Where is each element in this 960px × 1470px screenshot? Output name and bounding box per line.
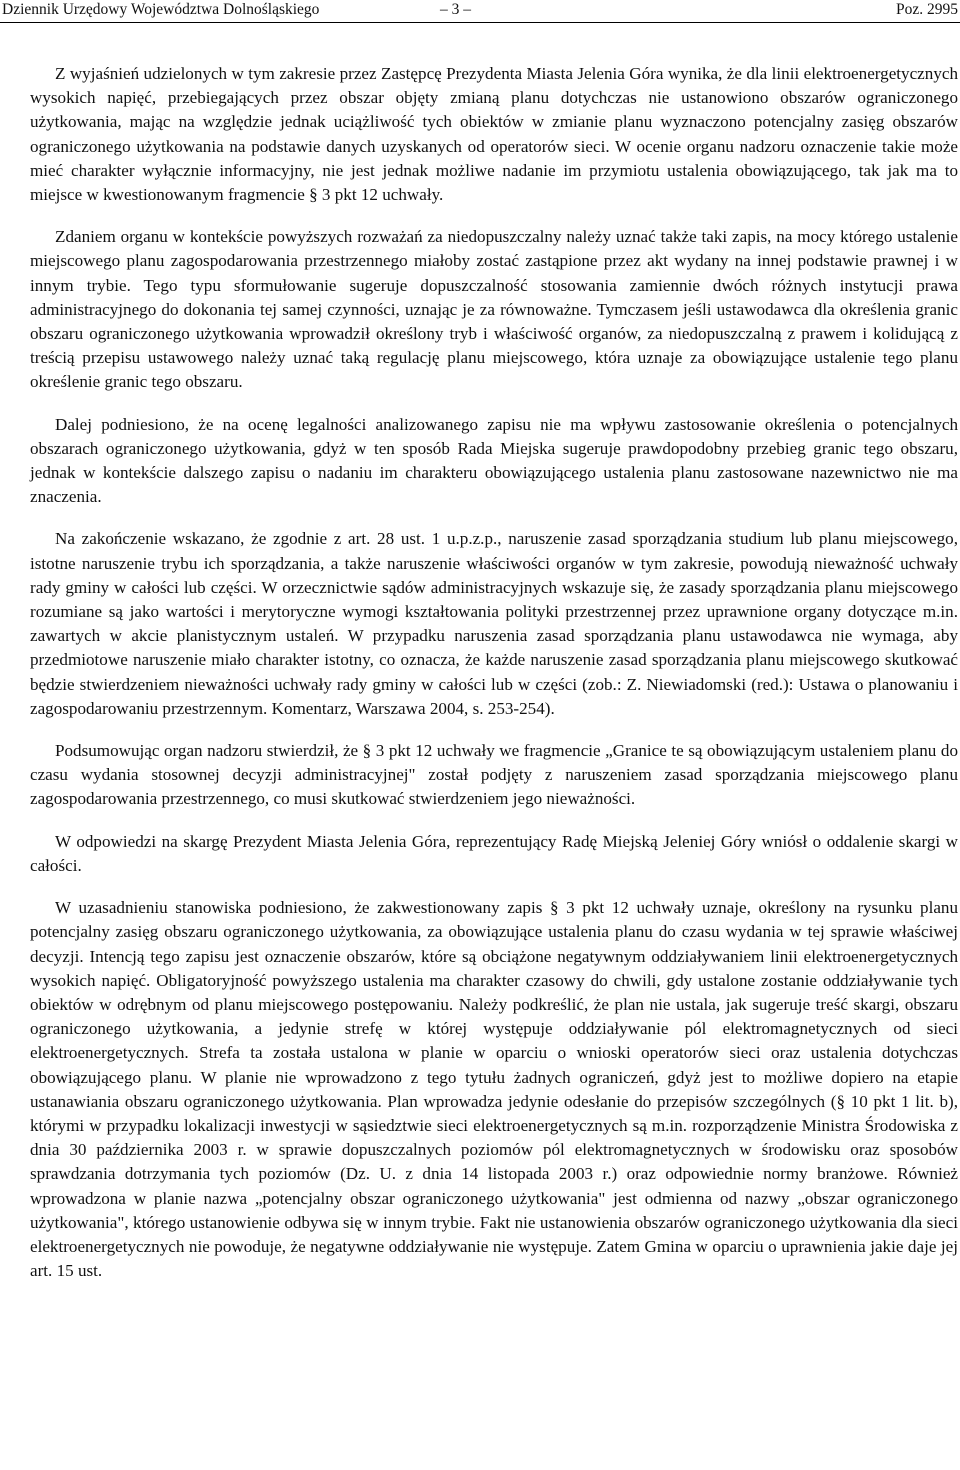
paragraph-5: Podsumowując organ nadzoru stwierdził, że § 3 pkt 12 uchwały we fragmencie „Granice te są obowiązującym ustaleniem planu do czasu wydania stosownej decyzji administracyjnej" został podjęty z naruszeniem zasad sporządzania miejscowego planu zagospodarowania przestrzennego, co musi skutkować stwierdzeniem jego nieważności. [30, 741, 958, 809]
paragraph-6: W odpowiedzi na skargę Prezydent Miasta Jelenia Góra, reprezentujący Radę Miejską Jeleniej Góry wniósł o oddalenie skargi w całości. [30, 831, 958, 875]
paragraph-1: Z wyjaśnień udzielonych w tym zakresie przez Zastępcę Prezydenta Miasta Jelenia Góra wynika, że dla linii elektroenergetycznych wysokich napięć, przebiegających przez obszar objęty zmianą planu dotychczas nie ustanowiono obszarów ograniczonego użytkowania, mając na względzie jednak uciążliwość tych obiektów w zmianie planu wyznaczono potencjalny zasięg obszarów ograniczonego użytkowania na podstawie danych uzyskanych od operatorów sieci. W ocenie organu nadzoru oznaczenie takie może mieć charakter wyłącznie informacyjny, nie jest jednak możliwe nadanie im przymiotu ustalenia obowiązującego, tak jak ma to miejsce w kwestionowanym fragmencie § 3 pkt 12 uchwały. [30, 64, 958, 205]
journal-title: Dziennik Urzędowy Województwa Dolnośląskiego [2, 1, 320, 18]
document-body [30, 62, 958, 1283]
position-number: Poz. 2995 [896, 1, 958, 18]
paragraph-2: Zdaniem organu w kontekście powyższych rozważań za niedopuszczalny należy uznać także taki zapis, na mocy którego ustalenie miejscowego planu zagospodarowania przestrzennego miałoby zostać zastąpione przez akt wydany na innej podstawie prawnej i w innym trybie. Tego typu sformułowanie sugeruje dopuszczalność stosowania zamiennie dwóch różnych instytucji prawa administracyjnego do dokonania tej samej czynności, uznając je za równoważne. Tymczasem jeśli ustawodawca dla określenia granic obszaru ograniczonego użytkowania wprowadził określony tryb i właściwość organów, za niedopuszczalną z prawem i kolidującą z treścią przepisu ustawowego należy uznać taką regulację planu miejscowego, która uznaje za obowiązujące ustalenie tego planu określenie granic tego obszaru. [30, 227, 958, 392]
paragraph-3: Dalej podniesiono, że na ocenę legalności analizowanego zapisu nie ma wpływu zastosowanie określenia o potencjalnych obszarach ograniczonego użytkowania, gdyż w ten sposób Rada Miejska sugeruje prawdopodobny przebieg granic tego obszaru, jednak w kontekście dalszego zapisu o nadaniu im charakteru obowiązującego ustalenia planu zastosowane nazewnictwo nie ma znaczenia. [30, 414, 958, 507]
page-header [0, 0, 960, 23]
paragraph-4: Na zakończenie wskazano, że zgodnie z art. 28 ust. 1 u.p.z.p., naruszenie zasad sporządzania studium lub planu miejscowego, istotne naruszenie trybu ich sporządzania, a także naruszenie właściwości organów w tym zakresie, powodują nieważność uchwały rady gminy w całości lub części. W orzecznictwie sądów administracyjnych wskazuje się, że zasady sporządzania planu miejscowego rozumiane są jako wartości i merytoryczne wymogi kształtowania polityki przestrzennej przez uprawnione organy dotyczące m.in. zawartych w akcie planistycznym ustaleń. W przypadku naruszenia zasad sporządzania planu ustawodawca nie wymaga, aby przedmiotowe naruszenie miało charakter istotny, co oznacza, że każde naruszenie zasad sporządzania planu miejscowego skutkować będzie stwierdzeniem nieważności uchwały rady gminy w całości lub w części (zob.: Z. Niewiadomski (red.): Ustawa o planowaniu i zagospodarowaniu przestrzennym. Komentarz, Warszawa 2004, s. 253-254). [30, 529, 958, 718]
paragraph-7: W uzasadnieniu stanowiska podniesiono, że zakwestionowany zapis § 3 pkt 12 uchwały uznaje, określony na rysunku planu potencjalny zasięg obszaru ograniczonego użytkowania, za obowiązujące ustalenia planu do czasu wydania w tej sprawie właściwej decyzji. Intencją tego zapisu jest oznaczenie obszarów, które są obciążone negatywnym oddziaływaniem linii elektroenergetycznych wysokich napięć. Obligatoryjność powyższego ustalenia ma charakter czasowy do chwili, gdy ustalone zostanie oddziaływanie tych obiektów w odrębnym od planu miejscowego postępowaniu. Należy podkreślić, że plan nie ustala, jak sugeruje treść skargi, obszaru ograniczonego użytkowania, a jedynie strefę w której występuje oddziaływanie pól elektromagnetycznych od sieci elektroenergetycznych. Strefa ta została ustalona w planie w oparciu o wnioski operatorów sieci oraz ustalenia dotychczas obowiązującego planu. W planie nie wprowadzono z tego tytułu żadnych ograniczeń, gdyż jest to możliwe dopiero na etapie ustanawiania obszaru ograniczonego użytkowania. Plan wprowadza jedynie odesłanie do przepisów szczególnych (§ 10 pkt 1 lit. b), którymi w przypadku lokalizacji inwestycji w sąsiedztwie sieci elektroenergetycznych są m.in. rozporządzenie Ministra Środowiska z dnia 30 października 2003 r. w sprawie dopuszczalnych poziomów pól elektromagnetycznych w środowisku oraz sposobów sprawdzania dotrzymania tych poziomów (Dz. U. z dnia 14 listopada 2003 r.) oraz odpowiednie normy branżowe. Również wprowadzona w planie nazwa „potencjalny obszar ograniczonego użytkowania" jest odmienna od nazwy „obszar ograniczonego użytkowania", którego ustanowienie odbywa się w innym trybie. Fakt nie ustanowienia obszarów ograniczonego użytkowania dla sieci elektroenergetycznych nie powoduje, że negatywne oddziaływanie nie występuje. Zatem Gmina w oparciu o uprawnienia jakie daje jej art. 15 ust. [30, 898, 958, 1281]
page-number: – 3 – [440, 1, 471, 18]
